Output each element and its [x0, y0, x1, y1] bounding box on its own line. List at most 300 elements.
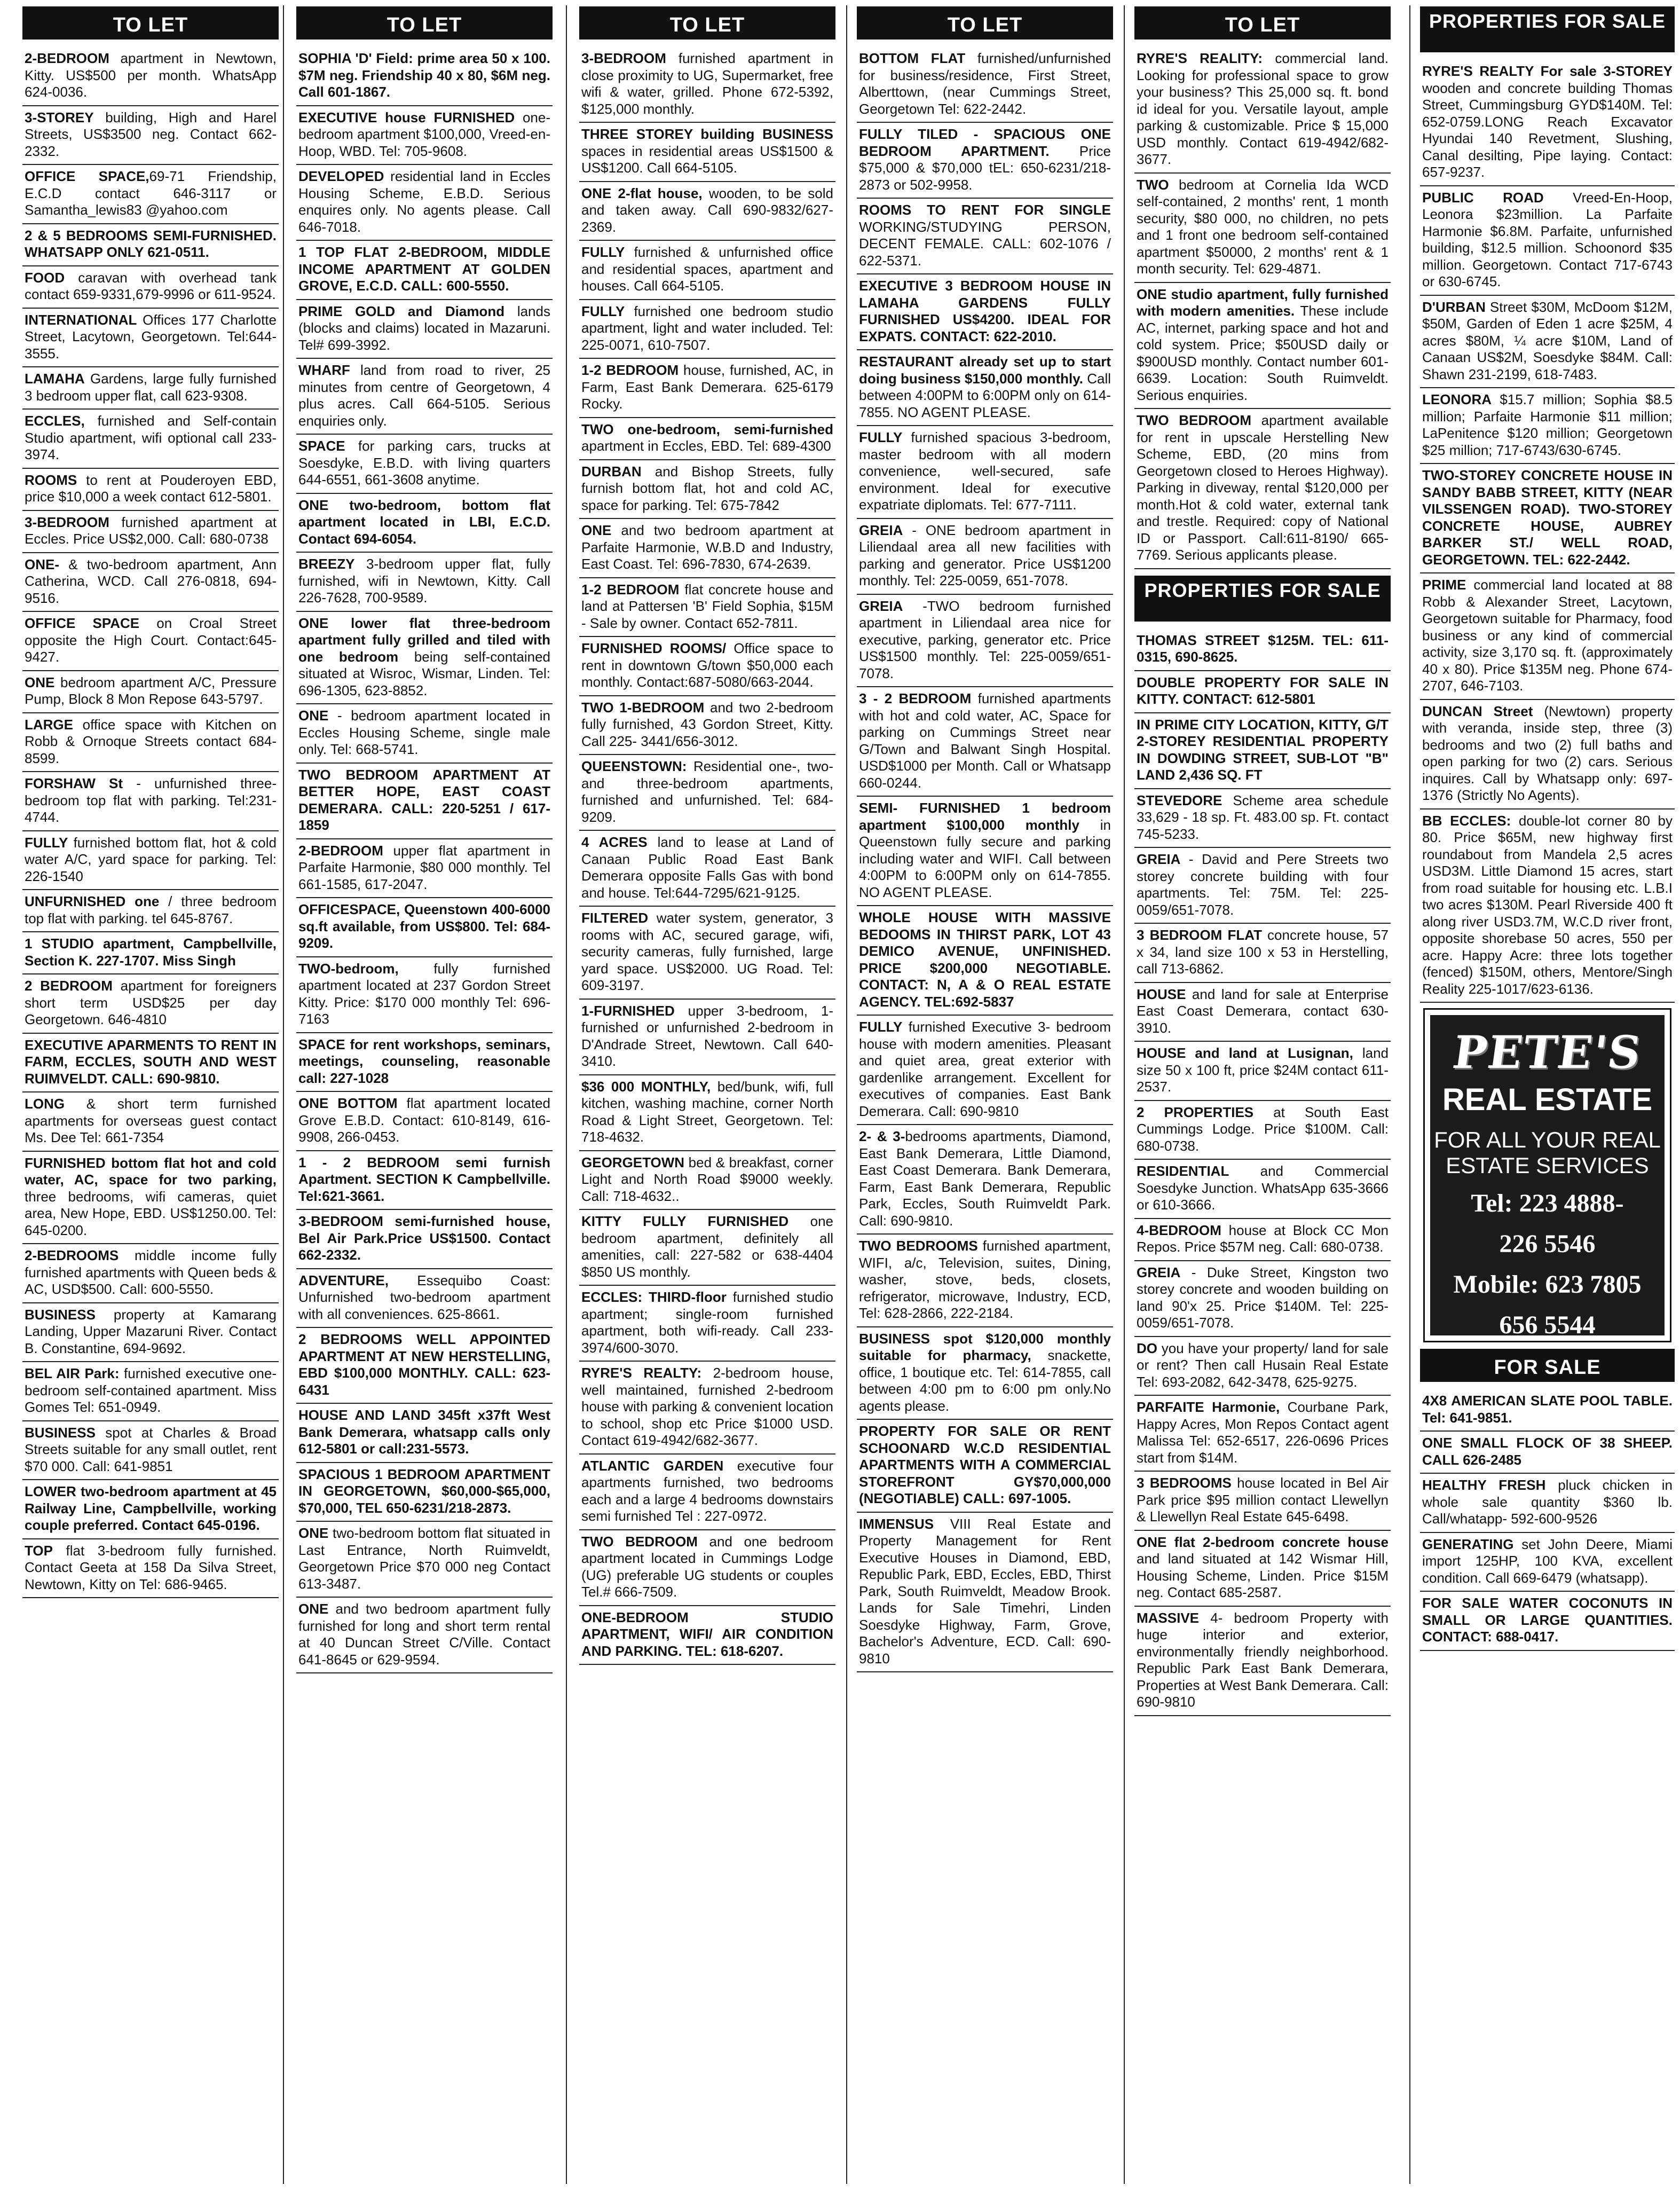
- ad-body: [1422, 190, 1673, 290]
- ad-text: furnished studio apartment; single-room furnished apartment, both wifi-ready. Call 233-3974/600-3070.: [581, 1289, 833, 1356]
- ad-body: [859, 800, 1111, 901]
- ad-text: Courbane Park, Happy Acres, Mon Repos Contact agent Malissa Tel: 652-6517, 226-0696 Prices start from $14M.: [1137, 1399, 1389, 1466]
- ad-body: [859, 50, 1111, 117]
- section-header-properties-for-sale: PROPERTIES FOR SALE: [1420, 6, 1675, 52]
- ad-title: RYRE'S REALTY For sale 3-STOREY: [1422, 63, 1673, 79]
- ad-title: ONE: [298, 1525, 329, 1541]
- ad-text: furnished apartments with hot and cold water, AC, Space for parking on Cummings Street near G/Town and Balwant Singh Hospital. USD$1000 per Month. Call or Whatsapp 660-0244.: [859, 690, 1111, 791]
- ad-title: 1-2 BEDROOM: [581, 581, 680, 598]
- classified-ad: [1134, 713, 1391, 789]
- column-1: [22, 0, 279, 2193]
- ad-body: [581, 1609, 833, 1660]
- classified-ad: [857, 274, 1113, 350]
- ad-text: upper flat apartment in Parfaite Harmonie, $80 000 monthly. Tel 661-1585, 617-2047.: [298, 842, 550, 892]
- classified-ad: [22, 224, 279, 266]
- classified-ad: [1420, 186, 1675, 296]
- ad-title: 3 - 2 BEDROOM: [859, 690, 972, 706]
- classified-ad: [1134, 1607, 1391, 1716]
- ad-title: 3-BEDROOM: [25, 514, 109, 530]
- ad-title: TWO one-bedroom, semi-furnished: [581, 421, 833, 437]
- ad-body: [298, 767, 550, 834]
- classified-ad: [22, 1244, 279, 1303]
- classified-ad: [1134, 1261, 1391, 1337]
- classified-ad: [296, 435, 553, 494]
- ad-title: 1-FURNISHED: [581, 1002, 675, 1019]
- ad-title: 4 ACRES: [581, 834, 648, 850]
- classified-ad: [22, 772, 279, 831]
- classified-ad: [1420, 60, 1675, 186]
- ad-title: OFFICE SPACE,: [25, 168, 149, 184]
- ad-title: SPACE: [298, 438, 345, 454]
- ad-body: [25, 413, 277, 463]
- ad-body: [298, 556, 550, 607]
- classified-ad: [22, 1362, 279, 1421]
- ad-text: $15.7 million; Sophia $8.5 million; Parfaite Harmonie $11 million; LaPenitence $120 million; Georgetown $25 million; 717-6743/630-6745.: [1422, 391, 1673, 458]
- ad-body: [25, 1155, 277, 1239]
- ad-body: [581, 758, 833, 826]
- ad-body: [1137, 177, 1389, 278]
- ad-title: 2 BEDROOMS WELL APPOINTED APARTMENT AT NEW HERSTELLING, EBD $100,000 MONTHLY. CALL: 623-6431: [298, 1331, 550, 1398]
- ad-body: [298, 303, 550, 354]
- ad-body: [581, 1154, 833, 1205]
- classified-ad: [579, 519, 835, 578]
- ad-body: [298, 1272, 550, 1323]
- ad-text: land to lease at Land of Canaan Public Road East Bank Demerara opposite Falls Gas with bond and house. Tel:644-7295/621-9125.: [581, 834, 834, 901]
- ad-text: commercial land located at 88 Robb & Alexander Street, Lacytown, Georgetown suitable for Pharmacy, food business or any kind of commercial activity, size 3,170 sq. ft. (approximately 40 x 80). Price $135M neg. Phone 674-2707, 646-7103.: [1422, 577, 1673, 694]
- ad-text: bedroom apartment A/C, Pressure Pump, Block 8 Mon Repose 643-5797.: [25, 674, 277, 707]
- ad-list: [857, 47, 1113, 1672]
- ad-title: RESTAURANT already set up to start doing business $150,000 monthly.: [859, 353, 1111, 387]
- ad-title: BB ECCLES:: [1422, 812, 1511, 829]
- ad-text: 4- bedroom Property with huge interior and exterior, environmentally friendly neighborhood. Republic Park East Bank Demerara, Properties at West Bank Demerara. Call: 690-9810: [1137, 1609, 1389, 1710]
- classified-ad: [1134, 409, 1391, 569]
- ad-title: 1 STUDIO apartment, Campbellville, Section K. 227-1707. Miss Singh: [25, 936, 277, 969]
- classified-ad: [857, 797, 1113, 906]
- ad-body: [298, 50, 550, 101]
- ad-body: [1422, 703, 1673, 804]
- ad-title: TWO BEDROOM APARTMENT AT BETTER HOPE, EAST COAST DEMERARA. CALL: 220-5251 / 617-1859: [298, 766, 550, 833]
- classified-ad: [1134, 848, 1391, 924]
- ad-title: GEORGETOWN: [581, 1154, 685, 1170]
- ad-text: and Bishop Streets, fully furnish bottom flat, hot and cold AC, space for parking. Tel: 675-7842: [581, 463, 833, 513]
- column-divider: [846, 5, 847, 2184]
- classified-ad: [22, 266, 279, 309]
- ad-title: SPACE for rent workshops, seminars, meetings, counseling, reasonable call: 227-1028: [298, 1036, 550, 1086]
- ad-title: WHOLE HOUSE WITH MASSIVE BEDOOMS IN THIRST PARK, LOT 43 DEMICO AVENUE, UNFINISHED. PRICE $200,000 NEGOTIABLE. CONTACT: N, A & O REAL ESTATE AGENCY. TEL:692-5837: [859, 909, 1111, 1010]
- ad-text: being self-contained situated at Wisroc, Wismar, Linden. Tel: 696-1305, 623-8852.: [298, 648, 550, 698]
- ad-body: [581, 463, 833, 514]
- ad-text: & short term furnished apartments for overseas guest contact Ms. Dee Tel: 661-7354: [25, 1096, 277, 1145]
- ad-body: [25, 1425, 277, 1475]
- ad-text: bedrooms apartments, Diamond, East Bank Demerara, Little Diamond, East Coast Demerara. Bank Demerara, Farm, East Bank Demerara, Republic Park, Eccles, South Ruimveldt Park. Call: 690-9810.: [859, 1128, 1111, 1229]
- ad-title: DO: [1137, 1340, 1157, 1356]
- ad-title: LOWER two-bedroom apartment at 45 Railway Line, Campbellville, working couple preferred. Contact 645-0196.: [25, 1483, 277, 1533]
- ad-title: 4X8 AMERICAN SLATE POOL TABLE. Tel: 641-9851.: [1422, 1393, 1673, 1426]
- ad-title: ONE studio apartment, fully furnished with modern amenities.: [1137, 286, 1389, 319]
- ad-text: apartment in Eccles, EBD. Tel: 689-4300: [581, 438, 831, 454]
- classified-ad: [1134, 1219, 1391, 1261]
- classified-ad: [1420, 809, 1675, 1003]
- column-divider: [1124, 5, 1125, 2184]
- ad-body: [1422, 1595, 1673, 1646]
- ad-text: and land for sale at Enterprise East Coast Demerara, contact 630-3910.: [1137, 986, 1389, 1036]
- ad-body: [581, 421, 833, 455]
- ad-body: [25, 615, 277, 666]
- ad-title: DOUBLE PROPERTY FOR SALE IN KITTY. CONTACT: 612-5801: [1137, 674, 1389, 707]
- ad-body: [581, 1079, 833, 1146]
- ad-text: VIII Real Estate and Property Management for Rent Executive Houses in Diamond, EBD, Republic Park, EBD, Eccles, EBD, Thirst Park, South Ruimveldt, Meadow Brook. Lands for Sale Timehri, Linden Soesdyke Highway, Farm, Grove, Bachelor's Adventure, ECD. Call: 690-9810: [859, 1515, 1111, 1667]
- ad-title: FORSHAW St: [25, 775, 123, 791]
- classified-ad: [857, 1420, 1113, 1513]
- ad-body: [859, 690, 1111, 791]
- classified-ad: [296, 241, 553, 300]
- ad-title: FOOD: [25, 269, 65, 286]
- ad-title: TOP: [25, 1542, 53, 1559]
- ad-body: [581, 1365, 833, 1449]
- ad-title: TWO 1-BEDROOM: [581, 699, 705, 716]
- ad-body: [298, 168, 550, 235]
- ad-body: [25, 978, 277, 1028]
- classified-ad: [296, 839, 553, 899]
- classified-ad: [579, 1362, 835, 1455]
- ad-text: land from road to river, 25 minutes from centre of Georgetown, 4 plus acres. Call 664-5105. Serious enquiries only.: [298, 362, 550, 429]
- ad-title: 2-BEDROOM: [298, 842, 383, 859]
- ad-title: ONE: [298, 708, 329, 724]
- ad-title: D'URBAN: [1422, 298, 1486, 315]
- ad-text: water system, generator, 3 rooms with AC, secured garage, wifi, security cameras, fully furnished, large yard space. US$2000. UG Road. Tel: 609-3197.: [581, 910, 833, 993]
- ad-title: BUSINESS: [25, 1306, 96, 1323]
- ad-list: [22, 47, 279, 1598]
- ad-body: [581, 910, 833, 994]
- ad-body: [1137, 1163, 1389, 1214]
- ad-text: furnished & unfurnished office and residential spaces, apartment and houses. Call 664-5105.: [581, 244, 833, 294]
- ad-text: apartment available for rent in upscale Herstelling New Scheme, EBD, (20 mins from Georgetown closed to Heroes Highway). Parking in diveway, rental $120,000 per month.Hot & cold water, external tank and trestle. Required: copy of National ID or Passport. Call:611-8190/ 665-7769. Serious applicants please.: [1137, 412, 1389, 563]
- ad-text: 2-bedroom house, well maintained, furnished 2-bedroom house with parking & convenient location to school, shop etc Price $1000 USD. Contact 619-4942/682-3677.: [581, 1365, 834, 1448]
- ad-text: land size 50 x 100 ft, price $24M contact 611-2537.: [1137, 1045, 1389, 1095]
- ad-body: [25, 371, 277, 404]
- ad-list: [1134, 47, 1391, 569]
- ad-title: UNFURNISHED one: [25, 893, 160, 909]
- ad-body: [25, 472, 277, 506]
- ad-body: [25, 893, 277, 927]
- column-divider: [566, 5, 567, 2184]
- ad-text: house located in Bel Air Park price $95 million contact Llewellyn & Llewellyn Real Estate 645-6498.: [1137, 1475, 1389, 1524]
- ad-body: [25, 556, 277, 607]
- petes-real-estate-ad: [1423, 1008, 1671, 1342]
- ad-body: [298, 497, 550, 548]
- ad-body: [859, 202, 1111, 269]
- ad-body: [1422, 1477, 1673, 1528]
- classified-ad: [296, 898, 553, 957]
- classified-ad: [296, 553, 553, 612]
- classified-ad: [296, 612, 553, 705]
- ad-text: double-lot corner 80 by 80. Price $65M, new highway first roundabout from Mandela 2,5 acres USD3M. Little Diamond 15 acres, start from road suitable for housing etc. L.B.I two acres $130M. Pearl Riverside 400 ft along river USD3.7M, W.C.D river front, opposite shorebase 50 acres, 550 per acre. Happy Acre: three lots together (fenced) $150M, others, Mentore/Singh Reality 225-1017/623-6136.: [1422, 812, 1673, 997]
- ad-title: FULLY TILED - SPACIOUS ONE BEDROOM APARTMENT.: [859, 126, 1111, 159]
- ad-body: [1137, 412, 1389, 564]
- ad-title: QUEENSTOWN:: [581, 758, 687, 774]
- ad-text: and two 2-bedroom fully furnished, 43 Gordon Street, Kitty. Call 225- 3441/656-3012.: [581, 699, 833, 749]
- ad-text: to rent at Pouderoyen EBD, price $10,000 a week contact 612-5801.: [25, 471, 277, 505]
- ad-body: [25, 109, 277, 160]
- ad-text: commercial land. Looking for professional space to grow your business? This 25,000 sq. ft. bond id ideal for you. Versatile layout, ample parking & customizable. Price $ 15,000 USD monthly. Contact 619-4942/682-3677.: [1137, 50, 1389, 167]
- ad-text: furnished apartment in close proximity to UG, Supermarket, free wifi & water, grilled. Phone 672-5392, $125,000 monthly.: [581, 50, 833, 117]
- classified-ad: [1420, 464, 1675, 573]
- ad-body: [298, 362, 550, 429]
- classified-ad: [22, 511, 279, 553]
- ad-title: 1 TOP FLAT 2-BEDROOM, MIDDLE INCOME APARTMENT AT GOLDEN GROVE, E.C.D. CALL: 600-5550.: [298, 244, 550, 294]
- classified-ad: [296, 1210, 553, 1269]
- ad-list: [1420, 1389, 1675, 1651]
- ad-text: Price $75,000 & $70,000 tEL: 650-6231/218-2873 or 502-9958.: [859, 143, 1111, 193]
- ad-title: FURNISHED bottom flat hot and cold water, AC, space for two parking,: [25, 1154, 277, 1188]
- promo-mobile-2: 656 5544: [1499, 1311, 1596, 1339]
- ad-title: BUSINESS spot $120,000 monthly suitable for pharmacy,: [859, 1330, 1111, 1363]
- ad-title: 3 BEDROOMS: [1137, 1475, 1232, 1491]
- ad-title: FULLY: [859, 429, 903, 445]
- ad-body: [581, 834, 833, 901]
- classified-ad: [579, 831, 835, 907]
- ad-body: [298, 1407, 550, 1458]
- classified-ad: [22, 671, 279, 713]
- ad-title: DURBAN: [581, 463, 642, 480]
- ad-title: LAMAHA: [25, 371, 85, 387]
- promo-mobile: Mobile: 623 7805: [1453, 1270, 1642, 1299]
- classified-ad: [1420, 296, 1675, 389]
- ad-text: bed & breakfast, corner Light and North Road $9000 weekly. Call: 718-4632..: [581, 1154, 833, 1204]
- classified-ad: [857, 199, 1113, 274]
- classified-ad: [579, 578, 835, 638]
- ad-text: set John Deere, Miami import 125HP, 100 KVA, excellent condition. Call 669-6479 (whatsapp).: [1422, 1536, 1673, 1586]
- ad-title: ONE flat 2-bedroom concrete house: [1137, 1534, 1389, 1550]
- ad-text: -TWO bedroom furnished apartment in Liliendaal area nice for executive, parking, generator etc. Price US$1500 monthly. Tel: 225-0059/651-7078.: [859, 598, 1111, 681]
- classified-ad: [296, 1598, 553, 1673]
- ad-text: / three bedroom top flat with parking. tel 645-8767.: [25, 893, 277, 926]
- ad-body: [1137, 286, 1389, 404]
- classified-ad: [22, 974, 279, 1034]
- ad-title: ONE-BEDROOM STUDIO APARTMENT, WIFI/ AIR CONDITION AND PARKING. TEL: 618-6207.: [581, 1609, 833, 1659]
- ad-body: [25, 270, 277, 303]
- ad-text: concrete house, 57 x 34, land size 100 x 53 in Herstelling, call 713-6862.: [1137, 927, 1389, 977]
- ad-text: bedroom at Cornelia Ida WCD self-contained, 2 months' rent, 1 month security, $80 000, no children, no pets and 1 front one bedroom self-contained apartment $50000, 2 months' rent & 1 month security. Tel: 629-4871.: [1137, 176, 1389, 277]
- ad-title: 3-STOREY: [25, 109, 94, 125]
- promo-subtitle: REAL ESTATE: [1442, 1082, 1653, 1117]
- ad-body: [1137, 1045, 1389, 1096]
- ad-title: 1-2 BEDROOM: [581, 362, 679, 378]
- ad-title: GREIA: [1137, 851, 1181, 867]
- section-header-to-let: TO LET: [857, 6, 1113, 40]
- ad-body: [298, 1525, 550, 1592]
- classified-ad: [22, 309, 279, 368]
- ad-body: [298, 109, 550, 160]
- classified-ad: [22, 831, 279, 891]
- ad-title: SEMI- FURNISHED 1 bedroom apartment $100,000 monthly: [859, 800, 1111, 833]
- ad-body: [1422, 577, 1673, 695]
- ad-body: [25, 168, 277, 219]
- ad-title: ONE BOTTOM: [298, 1095, 398, 1111]
- classified-ad: [579, 1075, 835, 1151]
- classified-ad: [296, 1522, 553, 1598]
- ad-body: [298, 1601, 550, 1668]
- ad-title: ECCLES,: [25, 413, 85, 429]
- ad-body: [859, 353, 1111, 421]
- ad-body: [25, 775, 277, 826]
- ad-text: furnished Executive 3- bedroom house with modern amenities. Pleasant and quiet area, great exterior with gardenlike arrangement. Excellent for executives of companies. East Bank Demerara. Call: 690-9810: [859, 1019, 1111, 1119]
- ad-text: furnished apartment at Eccles. Price US$2,000. Call: 680-0738: [25, 514, 277, 547]
- classified-ad: [1134, 1101, 1391, 1160]
- ad-text: 69-71 Friendship, E.C.D contact 646-3117 or Samantha_lewis83 @yahoo.com: [25, 168, 277, 218]
- classified-ad: [1420, 388, 1675, 464]
- ad-title: SOPHIA 'D' Field: prime area 50 x 100. $7M neg. Friendship 40 x 80, $6M neg. Call 601-1867.: [298, 50, 550, 100]
- ad-title: 2 & 5 BEDROOMS SEMI-FURNISHED. WHATSAPP ONLY 621-0511.: [25, 227, 277, 260]
- ad-body: [1422, 1536, 1673, 1587]
- ad-text: flat apartment located Grove E.B.D. Contact: 610-8149, 616-9908, 266-0453.: [298, 1095, 550, 1145]
- column-divider: [283, 5, 284, 2184]
- ad-text: house, furnished, AC, in Farm, East Bank Demerara. 625-6179 Rocky.: [581, 362, 833, 412]
- ad-title: KITTY FULLY FURNISHED: [581, 1213, 789, 1229]
- ad-body: [1137, 792, 1389, 843]
- classified-ad: [1134, 789, 1391, 848]
- ad-text: Offices 177 Charlotte Street, Lacytown, Georgetown. Tel:644-3555.: [25, 311, 277, 361]
- ad-text: flat 3-bedroom fully furnished. Contact Geeta at 158 Da Silva Street, Newtown, Kitty on Tel: 686-9465.: [25, 1542, 277, 1592]
- ad-title: TWO BEDROOM: [581, 1533, 698, 1550]
- ad-text: - ONE bedroom apartment in Liliendaal area all new facilities with parking and generator. Price US$1200 monthly. Tel: 225-0059, 651-7078.: [859, 522, 1111, 588]
- ad-title: WHARF: [298, 362, 350, 378]
- classified-ad: [1134, 174, 1391, 283]
- ad-body: [581, 1534, 833, 1601]
- ad-title: IN PRIME CITY LOCATION, KITTY, G/T 2-STOREY RESIDENTIAL PROPERTY IN DOWDING STREET, SUB-LOT "B" LAND 2,436 SQ. FT: [1137, 716, 1389, 783]
- ad-body: [581, 126, 833, 177]
- ad-body: [298, 615, 550, 699]
- classified-ad: [1134, 1042, 1391, 1101]
- ad-body: [859, 1128, 1111, 1229]
- ad-text: - David and Pere Streets two storey concrete building with four apartments. Tel: 75M. Tel: 225-0059/651-7078.: [1137, 851, 1389, 918]
- ad-body: [25, 1543, 277, 1593]
- ad-body: [1137, 851, 1389, 918]
- ad-text: in Queenstown fully secure and parking including water and WIFI. Call between 4:00PM to 6:00PM only on 614-7855. NO AGENT PLEASE.: [859, 816, 1111, 900]
- ad-body: [298, 1154, 550, 1205]
- classified-ad: [22, 612, 279, 671]
- ad-body: [1137, 986, 1389, 1037]
- promo-logo: PETE'S: [1449, 1026, 1645, 1079]
- ad-list: [1420, 60, 1675, 1003]
- ad-title: PRIME GOLD and Diamond: [298, 303, 505, 319]
- ad-body: [581, 1289, 833, 1356]
- section-header-properties-for-sale: PROPERTIES FOR SALE: [1134, 576, 1391, 622]
- ad-body: [859, 598, 1111, 682]
- ad-body: [25, 835, 277, 885]
- classified-ad: [22, 890, 279, 932]
- classified-ad: [857, 1327, 1113, 1420]
- ad-body: [1137, 1475, 1389, 1526]
- ad-body: [859, 1331, 1111, 1415]
- ad-body: [581, 1003, 833, 1070]
- ad-title: ONE 2-flat house,: [581, 185, 703, 201]
- section-header-to-let: TO LET: [1134, 6, 1391, 40]
- ad-title: ONE-: [25, 556, 59, 572]
- classified-ad: [1134, 671, 1391, 713]
- ad-text: and one bedroom apartment located in Cummings Lodge (UG) preferable UG students or couples Tel.# 666-7509.: [581, 1533, 834, 1600]
- ad-text: furnished/unfurnished for business/residence, First Street, Alberttown, (near Cummings Street, Georgetown Tel: 622-2442.: [859, 50, 1111, 117]
- ad-title: 2-BEDROOMS: [25, 1247, 119, 1263]
- ad-text: apartment for foreigners short term USD$25 per day Georgetown. 646-4810: [25, 978, 277, 1027]
- classified-ad: [579, 123, 835, 182]
- ad-body: [25, 1037, 277, 1088]
- classified-ad: [579, 637, 835, 696]
- classified-ad: [857, 906, 1113, 1016]
- ad-body: [298, 1213, 550, 1264]
- ad-body: [25, 312, 277, 363]
- ad-text: office space with Kitchen on Robb & Ornoque Streets contact 684-8599.: [25, 716, 277, 766]
- ad-body: [859, 1423, 1111, 1507]
- ad-title: LEONORA: [1422, 391, 1492, 407]
- ad-text: on Croal Street opposite the High Court. Contact:645-9427.: [25, 615, 277, 665]
- ad-title: TWO: [1137, 176, 1169, 193]
- ad-body: [1422, 1435, 1673, 1468]
- ad-title: PROPERTY FOR SALE OR RENT SCHOONARD W.C.D RESIDENTIAL APARTMENTS WITH A COMMERCIAL STOREFRONT GY$70,000,000 (NEGOTIABLE) CALL: 697-1005.: [859, 1423, 1111, 1506]
- ad-title: DEVELOPED: [298, 168, 384, 184]
- ad-title: GREIA: [1137, 1264, 1181, 1280]
- ad-title: 2- & 3-: [859, 1128, 905, 1144]
- ad-body: [25, 1307, 277, 1357]
- ad-text: property at Kamarang Landing, Upper Mazaruni River. Contact B. Constantine, 694-9692.: [25, 1306, 277, 1356]
- ad-body: [298, 1036, 550, 1087]
- ad-body: [1422, 63, 1673, 181]
- ad-body: [1137, 1264, 1389, 1332]
- ad-title: GREIA: [859, 598, 903, 614]
- classified-ad: [22, 1034, 279, 1093]
- column-5: [1134, 0, 1391, 2193]
- classified-ad: [857, 1125, 1113, 1235]
- classified-ad: [1134, 1472, 1391, 1531]
- ad-text: pluck chicken in whole sale quantity $360 lb. Call/whatapp- 592-600-9526: [1422, 1477, 1673, 1527]
- classified-ad: [296, 1033, 553, 1092]
- classified-ad: [1134, 983, 1391, 1042]
- classified-ad: [579, 47, 835, 123]
- ad-body: [1137, 1222, 1389, 1256]
- classified-ad: [579, 182, 835, 241]
- ad-body: [25, 1247, 277, 1298]
- ad-text: wooden, to be sold and taken away. Call 690-9832/627-2369.: [581, 185, 833, 235]
- ad-text: executive four apartments furnished, two bedrooms each and a large 4 bedrooms downstairs semi furnished Tel : 227-0972.: [581, 1457, 833, 1524]
- ad-title: ADVENTURE,: [298, 1272, 389, 1288]
- ad-body: [298, 244, 550, 295]
- classified-ad: [857, 519, 1113, 595]
- ad-body: [1137, 1340, 1389, 1391]
- column-divider: [1409, 5, 1410, 2184]
- ad-body: [1422, 467, 1673, 568]
- ad-body: [25, 936, 277, 969]
- classified-ad: [579, 696, 835, 756]
- ad-title: LONG: [25, 1096, 65, 1112]
- classified-ad: [579, 300, 835, 359]
- classified-ad: [1134, 47, 1391, 174]
- ad-text: caravan with overhead tank contact 659-9331,679-9996 or 611-9524.: [25, 269, 277, 302]
- classified-ad: [1420, 1592, 1675, 1651]
- classified-ad: [579, 460, 835, 520]
- classified-ad: [1134, 1160, 1391, 1219]
- ad-body: [298, 1331, 550, 1398]
- ad-title: THOMAS STREET $125M. TEL: 611-0315, 690-8625.: [1137, 632, 1389, 665]
- ad-title: PRIME: [1422, 577, 1466, 593]
- classified-ad: [22, 1092, 279, 1152]
- ad-title: RYRE'S REALTY:: [581, 1365, 702, 1381]
- ad-text: flat concrete house and land at Pattersen 'B' Field Sophia, $15M - Sale by owner. Contact 652-7811.: [581, 581, 833, 631]
- classified-ad: [857, 1016, 1113, 1125]
- ad-title: ONE: [25, 674, 55, 690]
- classified-ad: [296, 1328, 553, 1404]
- ad-list: [1134, 629, 1391, 1716]
- ad-title: 4-BEDROOM: [1137, 1222, 1221, 1238]
